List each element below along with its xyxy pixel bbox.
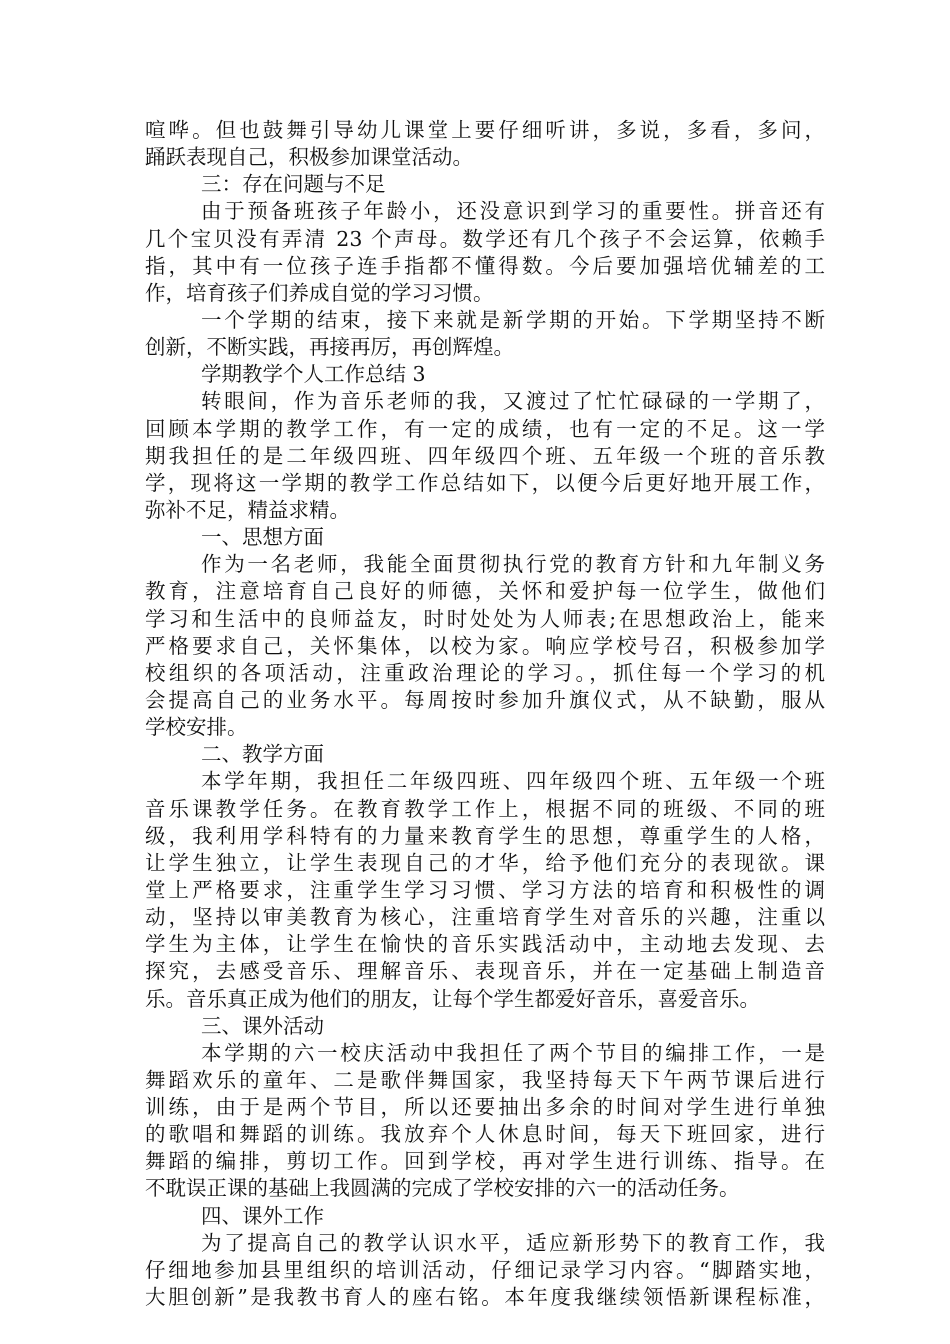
paragraph-line: 会提高自己的业务水平。每周按时参加升旗仪式，从不缺勤，服从 <box>145 687 825 712</box>
section-heading: 三、课外活动 <box>201 1013 324 1038</box>
paragraph-line: 作，培育孩子们养成自觉的学习习惯。 <box>145 280 494 305</box>
paragraph-line: 让学生独立，让学生表现自己的才华，给予他们充分的表现欲。课 <box>145 850 825 875</box>
document-body <box>145 117 825 1311</box>
paragraph-line: 大胆创新”是我教书育人的座右铭。本年度我继续领悟新课程标准， <box>145 1285 825 1310</box>
paragraph-first-line: 作为一名老师，我能全面贯彻执行党的教育方针和九年制义务 <box>201 552 825 577</box>
paragraph-first-line: 转眼间，作为音乐老师的我，又渡过了忙忙碌碌的一学期了， <box>201 389 825 414</box>
paragraph-line: 弥补不足，精益求精。 <box>145 497 350 522</box>
paragraph-first-line: 本学年期，我担任二年级四班、四年级四个班、五年级一个班 <box>201 769 825 794</box>
paragraph-line: 仔细地参加县里组织的培训活动，仔细记录学习内容。“脚踏实地， <box>145 1257 825 1282</box>
paragraph-line: 喧哗。但也鼓舞引导幼儿课堂上要仔细听讲，多说，多看，多问， <box>145 118 825 142</box>
paragraph-line: 学生为主体，让学生在愉快的音乐实践活动中，主动地去发现、去 <box>145 932 825 957</box>
paragraph-line: 踊跃表现自己，积极参加课堂活动。 <box>145 145 473 170</box>
section-heading: 二、教学方面 <box>201 742 324 767</box>
section-heading: 学期教学个人工作总结 3 <box>201 362 426 387</box>
paragraph-line: 舞蹈的编排，剪切工作。回到学校，再对学生进行训练、指导。在 <box>145 1149 825 1174</box>
paragraph-line: 的歌唱和舞蹈的训练。我放弃个人休息时间，每天下班回家，进行 <box>145 1122 825 1147</box>
paragraph-line: 训练，由于是两个节目，所以还要抽出多余的时间对学生进行单独 <box>145 1095 825 1120</box>
paragraph-line: 教育，注意培育自己良好的师德，关怀和爱护每一位学生，做他们 <box>145 579 825 604</box>
paragraph-first-line: 一个学期的结束，接下来就是新学期的开始。下学期坚持不断 <box>201 307 825 332</box>
paragraph-line: 创新，不断实践，再接再厉，再创辉煌。 <box>145 335 514 360</box>
paragraph-first-line: 为了提高自己的教学认识水平，适应新形势下的教育工作，我 <box>201 1230 825 1255</box>
paragraph-line: 学，现将这一学期的教学工作总结如下，以便今后更好地开展工作， <box>145 470 825 495</box>
paragraph-line: 学习和生活中的良师益友，时时处处为人师表;在思想政治上，能来 <box>145 606 825 631</box>
paragraph-first-line: 本学期的六一校庆活动中我担任了两个节目的编排工作，一是 <box>201 1040 825 1065</box>
paragraph-line: 几个宝贝没有弄清 23 个声母。数学还有几个孩子不会运算，依赖手 <box>145 226 825 251</box>
paragraph-line: 级，我利用学科特有的力量来教育学生的思想，尊重学生的人格， <box>145 823 825 848</box>
paragraph-line: 探究，去感受音乐、理解音乐、表现音乐，并在一定基础上制造音 <box>145 959 825 984</box>
paragraph-line: 严格要求自己，关怀集体，以校为家。响应学校号召，积极参加学 <box>145 633 825 658</box>
section-heading: 一、思想方面 <box>201 525 324 550</box>
paragraph-line: 音乐课教学任务。在教育教学工作上，根据不同的班级、不同的班 <box>145 796 825 821</box>
paragraph-line: 指，其中有一位孩子连手指都不懂得数。今后要加强培优辅差的工 <box>145 253 825 278</box>
paragraph-line: 乐。音乐真正成为他们的朋友，让每个学生都爱好音乐，喜爱音乐。 <box>145 986 760 1011</box>
paragraph-line: 不耽误正课的基础上我圆满的完成了学校安排的六一的活动任务。 <box>145 1176 740 1201</box>
paragraph-line: 动，坚持以审美教育为核心，注重培育学生对音乐的兴趣，注重以 <box>145 905 825 930</box>
paragraph-line: 堂上严格要求，注重学生学习习惯、学习方法的培育和积极性的调 <box>145 877 825 902</box>
paragraph-line: 校组织的各项活动，注重政治理论的学习。，抓住每一个学习的机 <box>145 660 825 685</box>
paragraph-line: 学校安排。 <box>145 715 248 740</box>
paragraph-line: 期我担任的是二年级四班、四年级四个班、五年级一个班的音乐教 <box>145 443 825 468</box>
section-heading: 四、课外工作 <box>201 1203 324 1228</box>
paragraph-line: 舞蹈欢乐的童年、二是歌伴舞国家，我坚持每天下午两节课后进行 <box>145 1067 825 1092</box>
section-heading: 三：存在问题与不足 <box>201 172 386 197</box>
paragraph-line: 回顾本学期的教学工作，有一定的成绩，也有一定的不足。这一学 <box>145 416 825 441</box>
paragraph-first-line: 由于预备班孩子年龄小，还没意识到学习的重要性。拼音还有 <box>201 199 825 224</box>
